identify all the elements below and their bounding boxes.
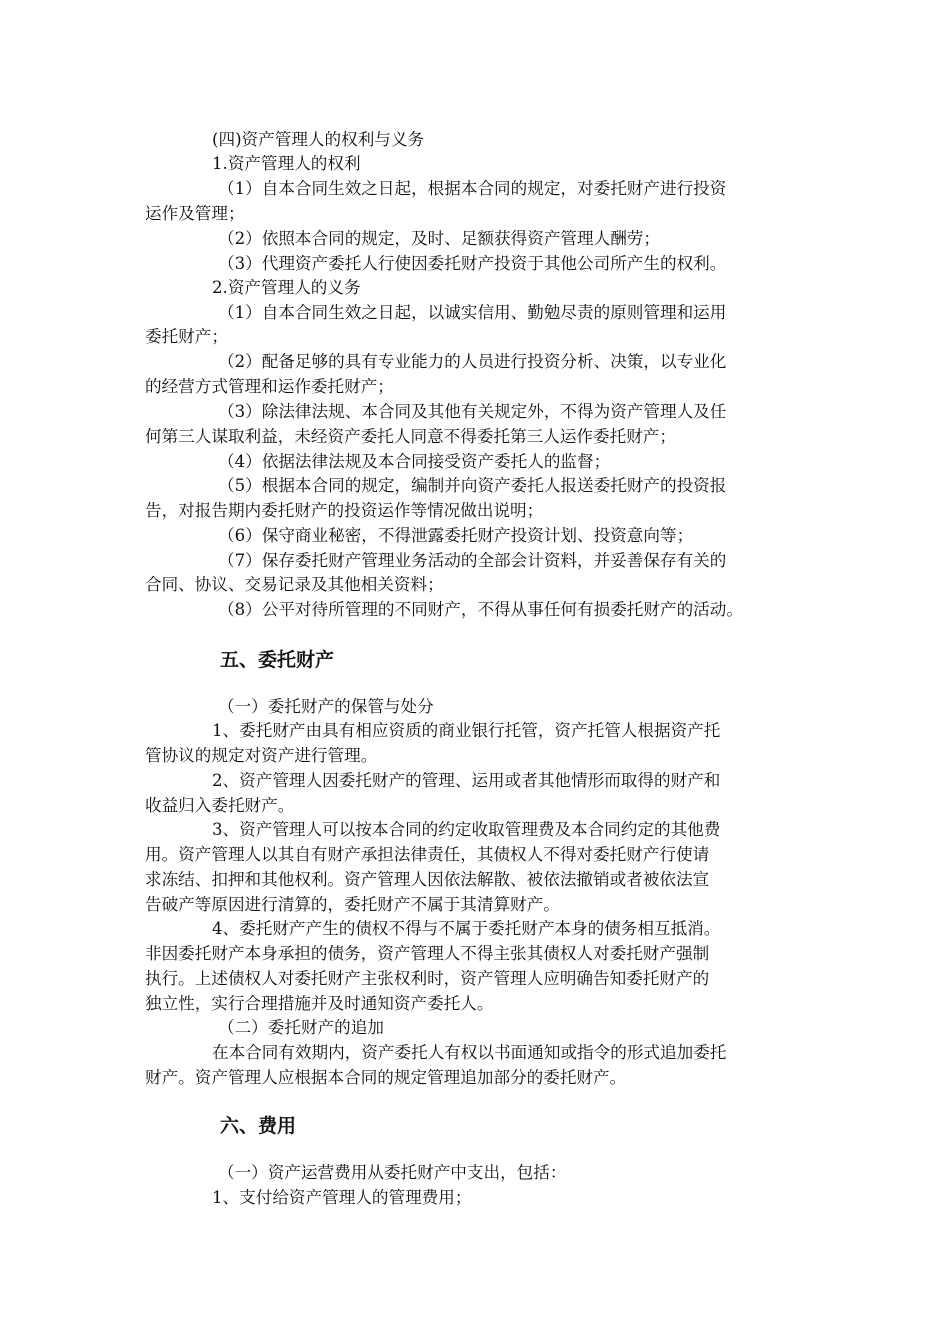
item-4-line-3: 执行。上述债权人对委托财产主张权利时，资产管理人应明确告知委托财产的	[145, 969, 710, 988]
sub-2-line-1: 在本合同有效期内，资产委托人有权以书面通知或指令的形式追加委托	[212, 1043, 727, 1062]
duty-5-line-2: 告，对报告期内委托财产的投资运作等情况做出说明；	[145, 501, 544, 520]
item-3-line-4: 告破产等原因进行清算的，委托财产不属于其清算财产。	[145, 895, 560, 914]
right-1-line-1: （1）自本合同生效之日起，根据本合同的规定，对委托财产进行投资	[218, 179, 727, 198]
item-4-line-1: 4、委托财产产生的债权不得与不属于委托财产本身的债务相互抵消。	[212, 919, 721, 938]
section-5-heading: 五、委托财产	[220, 649, 335, 671]
duty-2-line-1: （2）配备足够的具有专业能力的人员进行投资分析、决策，以专业化	[218, 352, 727, 371]
duty-1-line-1: （1）自本合同生效之日起，以诚实信用、勤勉尽责的原则管理和运用	[218, 303, 727, 322]
section-5-sub-1-title: （一）委托财产的保管与处分	[218, 697, 434, 716]
item-4-line-4: 独立性，实行合理措施并及时通知资产委托人。	[145, 994, 494, 1013]
item-2-line-2: 收益归入委托财产。	[145, 796, 295, 815]
section-6-sub-1-title: （一）资产运营费用从委托财产中支出，包括：	[218, 1163, 567, 1182]
item-3-line-3: 求冻结、扣押和其他权利。资产管理人因依法解散、被依法撤销或者被依法宣	[145, 870, 710, 889]
rights-title: 1.资产管理人的权利	[212, 154, 361, 173]
section-5-sub-2-title: （二）委托财产的追加	[218, 1018, 384, 1037]
duty-8: （8）公平对待所管理的不同财产，不得从事任何有损委托财产的活动。	[218, 600, 743, 619]
duty-3-line-1: （3）除法律法规、本合同及其他有关规定外，不得为资产管理人及任	[218, 402, 727, 421]
right-3: （3）代理资产委托人行使因委托财产投资于其他公司所产生的权利。	[218, 254, 727, 273]
item-4-line-2: 非因委托财产本身承担的债务，资产管理人不得主张其债权人对委托财产强制	[145, 944, 710, 963]
right-1-line-2: 运作及管理；	[145, 204, 245, 223]
duty-2-line-2: 的经营方式管理和运作委托财产；	[145, 377, 394, 396]
duty-4: （4）依据法律法规及本合同接受资产委托人的监督；	[218, 452, 611, 471]
item-1-line-2: 管协议的规定对资产进行管理。	[145, 746, 378, 765]
duty-7-line-2: 合同、协议、交易记录及其他相关资料；	[145, 575, 444, 594]
right-2: （2）依照本合同的规定，及时、足额获得资产管理人酬劳；	[218, 229, 660, 248]
duty-7-line-1: （7）保存委托财产管理业务活动的全部会计资料，并妥善保存有关的	[218, 551, 727, 570]
item-2-line-1: 2、资产管理人因委托财产的管理、运用或者其他情形而取得的财产和	[212, 771, 721, 790]
item-1-line-1: 1、委托财产由具有相应资质的商业银行托管，资产托管人根据资产托	[212, 721, 721, 740]
item-3-line-1: 3、资产管理人可以按本合同的约定收取管理费及本合同约定的其他费	[212, 820, 721, 839]
duty-5-line-1: （5）根据本合同的规定，编制并向资产委托人报送委托财产的投资报	[218, 476, 727, 495]
duty-1-line-2: 委托财产；	[145, 327, 228, 346]
duties-title: 2.资产管理人的义务	[212, 278, 361, 297]
section-6-heading: 六、费用	[220, 1115, 297, 1137]
duty-3-line-2: 何第三人谋取利益，未经资产委托人同意不得委托第三人运作委托财产；	[145, 427, 676, 446]
sub-2-line-2: 财产。资产管理人应根据本合同的规定管理追加部分的委托财产。	[145, 1068, 627, 1087]
section-6-item-1: 1、支付给资产管理人的管理费用；	[212, 1188, 472, 1207]
duty-6: （6）保守商业秘密，不得泄露委托财产投资计划、投资意向等；	[218, 526, 694, 545]
section-4-title: (四)资产管理人的权利与义务	[212, 130, 425, 149]
item-3-line-2: 用。资产管理人以其自有财产承担法律责任，其债权人不得对委托财产行使请	[145, 845, 710, 864]
